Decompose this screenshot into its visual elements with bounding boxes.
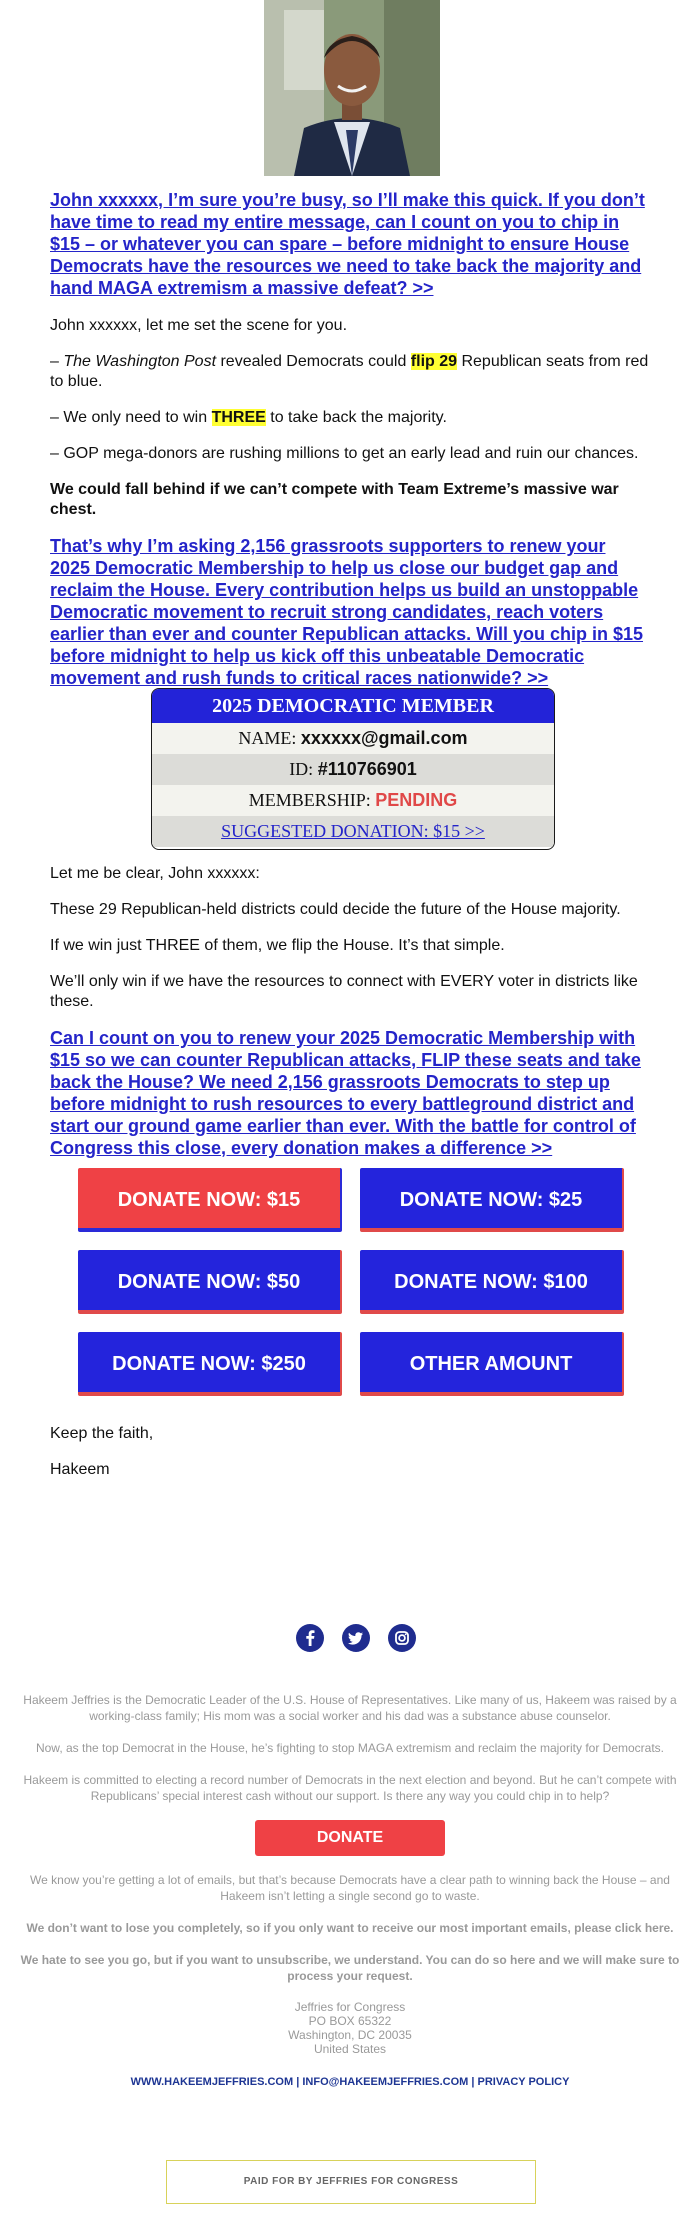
footer-bio-2: Now, as the top Democrat in the House, he’s fighting to stop MAGA extremism and reclaim the majority for Democrats.	[35, 1741, 665, 1755]
lead-donate-link[interactable]: John xxxxxx, I’m sure you’re busy, so I’ll make this quick. If you don’t have time to read my entire message, can I count on you to chip in $15 – or whatever you can spare – before midnight to ensure House Democrats have the resources we need to take back the majority and hand MAGA extremism a massive defeat? >>	[50, 190, 645, 298]
membership-status-row: MEMBERSHIP: PENDING	[152, 785, 554, 816]
point-three-seats: – We only need to win THREE to take back the majority.	[50, 409, 447, 426]
flip-paragraph: If we win just THREE of them, we flip the House. It’s that simple.	[50, 937, 505, 954]
sign-off	[50, 1424, 153, 1496]
intro-paragraph: John xxxxxx, let me set the scene for you.	[50, 317, 348, 334]
mailing-address: Jeffries for Congress PO BOX 65322 Washington, DC 20035 United States	[288, 2000, 412, 2056]
donate-25-button[interactable]: DONATE NOW: $25	[360, 1168, 624, 1232]
footer	[18, 1692, 682, 2090]
donate-15-button[interactable]: DONATE NOW: $15	[78, 1168, 342, 1232]
signature: Hakeem	[50, 1461, 110, 1478]
membership-name-row: NAME: xxxxxx@gmail.com	[152, 723, 554, 754]
footer-bio-1: Hakeem Jeffries is the Democratic Leader of the U.S. House of Representatives. Like many of us, Hakeem was raised by a working-class family; His mom was a social worker and his dad was a substance abuse counselor.	[23, 1693, 677, 1723]
point-washington-post: – The Washington Post revealed Democrats could flip 29 Republican seats from red to blue.	[50, 353, 649, 390]
membership-id-row: ID: #110766901	[152, 754, 554, 785]
paid-for-disclaimer: PAID FOR BY JEFFRIES FOR CONGRESS	[166, 2160, 536, 2204]
facebook-icon[interactable]	[296, 1624, 324, 1652]
footer-note-3[interactable]: We hate to see you go, but if you want to unsubscribe, we understand. You can do so here and we will make sure to process your request.	[20, 1953, 680, 1983]
membership-card[interactable]	[151, 688, 555, 850]
email-link[interactable]: INFO@HAKEEMJEFFRIES.COM	[302, 2076, 469, 2088]
footer-links: WWW.HAKEEMJEFFRIES.COM | INFO@HAKEEMJEFFRIES.COM | PRIVACY POLICY	[130, 2076, 570, 2088]
membership-card-title: 2025 DEMOCRATIC MEMBER	[152, 689, 554, 723]
donate-50-button[interactable]: DONATE NOW: $50	[78, 1250, 342, 1314]
footer-bio-3: Hakeem is committed to electing a record number of Democrats in the next election and beyond. But he can’t compete with Republicans’ special interest cash without our support. Is there any way you could chip in to help?	[23, 1773, 677, 1803]
social-links	[296, 1624, 416, 1652]
message-body-top	[50, 190, 650, 706]
footer-note-2[interactable]: We don’t want to lose you completely, so if you only want to receive our most important emails, please click here.	[26, 1921, 674, 1935]
clear-paragraph: Let me be clear, John xxxxxx:	[50, 865, 260, 882]
footer-note-1: We know you’re getting a lot of emails, but that’s because Democrats have a clear path to winning back the House – and Hakeem isn’t letting a single second go to waste.	[30, 1873, 670, 1903]
message-body-middle	[50, 864, 650, 1176]
footer-donate-button[interactable]: DONATE	[255, 1820, 445, 1856]
cta-donate-link[interactable]: Can I count on you to renew your 2025 Democratic Membership with $15 so we can counter Republican attacks, FLIP these seats and take back the House? We need 2,156 grassroots Democrats to step up before midnight to rush resources to every battleground district and start our ground game earlier than ever. With the battle for control of Congress this close, every donation makes a difference >>	[50, 1028, 641, 1158]
resources-paragraph: We’ll only win if we have the resources to connect with EVERY voter in districts like these.	[50, 973, 638, 1010]
donate-100-button[interactable]: DONATE NOW: $100	[360, 1250, 624, 1314]
districts-paragraph: These 29 Republican-held districts could decide the future of the House majority.	[50, 901, 621, 918]
membership-appeal-link[interactable]: That’s why I’m asking 2,156 grassroots supporters to renew your 2025 Democratic Membership to help us close our budget gap and reclaim the House. Every contribution helps us build an unstoppable Democratic movement to recruit strong candidates, reach voters earlier than ever and counter Republican attacks. Will you chip in $15 before midnight to help us kick off this unbeatable Democratic movement and rush funds to critical races nationwide? >>	[50, 536, 644, 688]
twitter-icon[interactable]	[342, 1624, 370, 1652]
other-amount-button[interactable]: OTHER AMOUNT	[360, 1332, 624, 1396]
closing-line: Keep the faith,	[50, 1425, 154, 1442]
donate-250-button[interactable]: DONATE NOW: $250	[78, 1332, 342, 1396]
war-chest-paragraph: We could fall behind if we can’t compete with Team Extreme’s massive war chest.	[50, 481, 619, 518]
privacy-policy-link[interactable]: PRIVACY POLICY	[477, 2076, 570, 2088]
point-gop-donors: – GOP mega-donors are rushing millions to get an early lead and ruin our chances.	[50, 445, 639, 462]
suggested-donation-row	[152, 816, 554, 847]
website-link[interactable]: WWW.HAKEEMJEFFRIES.COM	[130, 2076, 294, 2088]
instagram-icon[interactable]	[388, 1624, 416, 1652]
status-badge: PENDING	[375, 790, 458, 810]
candidate-photo	[264, 0, 440, 176]
suggested-donation-link[interactable]: SUGGESTED DONATION: $15 >>	[221, 821, 485, 841]
